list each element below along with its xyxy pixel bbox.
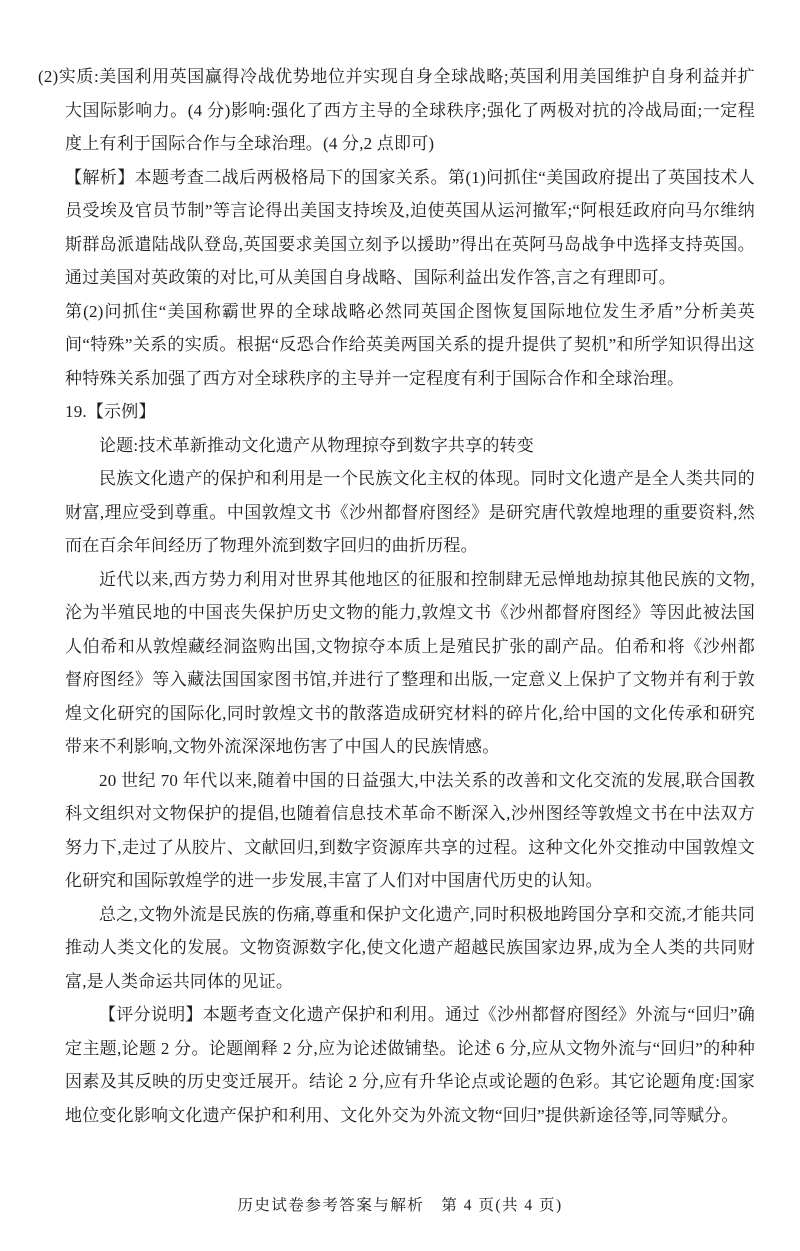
question-19-header: 19.【示例】 xyxy=(65,402,156,421)
essay-body-paragraph-1: 近代以来,西方势力利用对世界其他地区的征服和控制肆无忌惮地劫掠其他民族的文物,沦为半殖民地的中国丧失保护历史文物的能力,敦煌文书《沙州都督府图经》等因此被法国人伯希和从敦煌藏经洞盗购出国,文物掠夺本质上是殖民扩张的副产品。伯希和将《沙州都督府图经》等入藏法国国家图书馆,并进行了整理和出版,一定意义上保护了文物并有利于敦煌文化研究的国际化,同时敦煌文书的散落造成研究材料的碎片化,给中国的文化传承和研究带来不利影响,文物外流深深地伤害了中国人的民族情感。 xyxy=(65,569,755,756)
essay-thesis-line: 论题:技术革新推动文化遗产从物理掠夺到数字共享的转变 xyxy=(99,435,534,455)
essay-intro-paragraph: 民族文化遗产的保护和利用是一个民族文化主权的体现。同时文化遗产是全人类共同的财富,理应受到尊重。中国敦煌文书《沙州都督府图经》是研究唐代敦煌地理的重要资料,然而在百余年间经历了物理外流到数字回归的曲折历程。 xyxy=(65,469,755,555)
answer-part2-paragraph: (2)实质:美国利用英国赢得冷战优势地位并实现自身全球战略;英国利用美国维护自身利益并扩大国际影响力。(4 分)影响:强化了西方主导的全球秩序;强化了两极对抗的冷战局面;一定程度上有利于国际合作与全球治理。(4 分,2 点即可) xyxy=(38,67,755,153)
analysis-q18-paragraph: 【解析】本题考查二战后两极格局下的国家关系。第(1)问抓住“美国政府提出了英国技术人员受埃及官员节制”等言论得出美国支持埃及,迫使英国从运河撤军;“阿根廷政府向马尔维纳斯群岛派遣陆战队登岛,英国要求美国立刻予以援助”得出在英阿马岛战争中选择支持英国。通过美国对英政策的对比,可从美国自身战略、国际利益出发作答,言之有理即可。 xyxy=(65,167,755,287)
analysis-q18-part2-paragraph: 第(2)问抓住“美国称霸世界的全球战略必然同英国企图恢复国际地位发生矛盾”分析美英间“特殊”关系的实质。根据“反恐合作给英美两国关系的提升提供了契机”和所学知识得出这种特殊关系加强了西方对全球秩序的主导并一定程度有利于国际合作和全球治理。 xyxy=(65,301,755,388)
essay-conclusion-paragraph: 总之,文物外流是民族的伤痛,尊重和保护文化遗产,同时积极地跨国分享和交流,才能共同推动人类文化的发展。文物资源数字化,使文化遗产超越民族国家边界,成为全人类的共同财富,是人类命运共同体的见证。 xyxy=(65,904,755,991)
answer-key-content xyxy=(38,60,755,1132)
scoring-notes-paragraph: 【评分说明】本题考查文化遗产保护和利用。通过《沙州都督府图经》外流与“回归”确定主题,论题 2 分。论题阐释 2 分,应为论述做铺垫。论述 6 分,应从文物外流与“回归”的种种因素及其反映的历史变迁展开。结论 2 分,应有升华论点或论题的色彩。其它论题角度:国家地位变化影响文化遗产保护和利用、文化外交为外流文物“回归”提供新途径等,同等赋分。 xyxy=(65,1005,755,1125)
essay-body-paragraph-2: 20 世纪 70 年代以来,随着中国的日益强大,中法关系的改善和文化交流的发展,联合国教科文组织对文物保护的提倡,也随着信息技术革命不断深入,沙州图经等敦煌文书在中法双方努力下,走过了从胶片、文献回归,到数字资源库共享的过程。这种文化外交推动中国敦煌文化研究和国际敦煌学的进一步发展,丰富了人们对中国唐代历史的认知。 xyxy=(65,770,755,890)
page-footer: 历史试卷参考答案与解析 第 4 页(共 4 页) xyxy=(237,1197,563,1214)
